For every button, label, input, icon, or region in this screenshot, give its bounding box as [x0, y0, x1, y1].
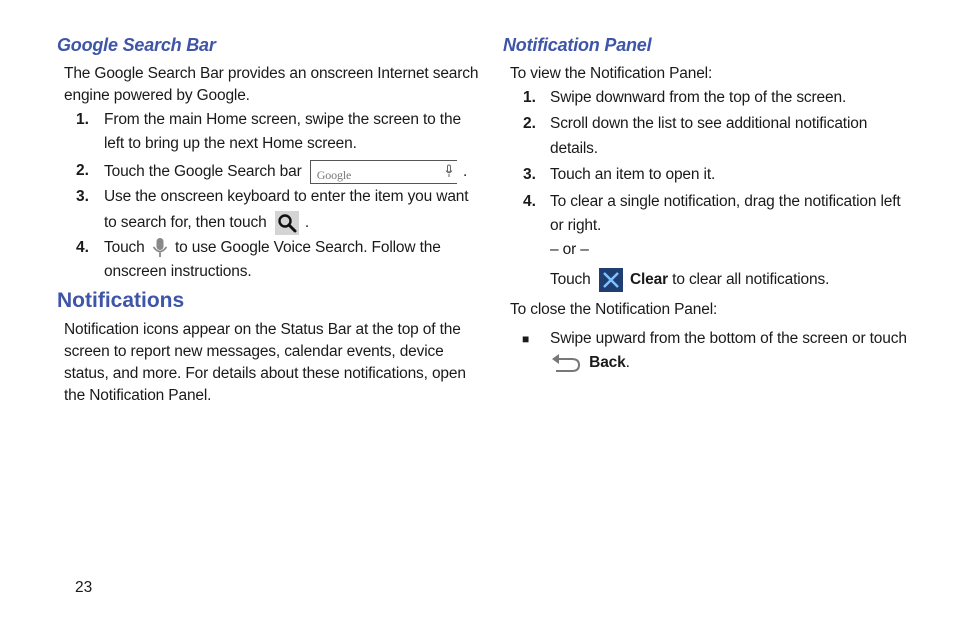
s2-line2: details. — [550, 140, 598, 157]
or-separator: – or – — [550, 241, 589, 258]
back-arrow-icon — [550, 353, 582, 373]
heading-notification-panel: Notification Panel — [503, 35, 652, 55]
search-intro-line2: engine powered by Google. — [64, 87, 250, 104]
step4-post: to use Google Voice Search. Follow the — [174, 239, 441, 257]
bullet-marker: ■ — [522, 332, 530, 346]
bullet-line2 — [550, 352, 630, 374]
step2-number: 2. — [76, 162, 89, 179]
back-end: . — [625, 354, 630, 371]
view-intro: To view the Notification Panel: — [510, 65, 713, 82]
notif-line3: status, and more. For details about these notifications, open — [64, 365, 466, 382]
google-search-bar-image — [310, 160, 457, 184]
heading-google-search-bar: Google Search Bar — [57, 35, 216, 55]
notif-line1: Notification icons appear on the Status Bar at the top of the — [64, 321, 461, 338]
google-logo: Google — [316, 168, 352, 182]
s3-text: Touch an item to open it. — [550, 166, 716, 183]
clear-rest: to clear all notifications. — [672, 271, 830, 289]
step3-number: 3. — [76, 188, 89, 205]
step3-line1: Use the onscreen keyboard to enter the item you want — [104, 188, 469, 205]
step4-line1 — [104, 237, 441, 259]
s2-line1: Scroll down the list to see additional notification — [550, 115, 868, 132]
s4-number: 4. — [523, 193, 536, 210]
step2-end: . — [462, 163, 468, 181]
search-icon — [275, 211, 299, 235]
step4-line2: onscreen instructions. — [104, 263, 252, 280]
step2-text: Touch the Google Search bar — [104, 163, 302, 181]
touch-word: Touch — [550, 271, 591, 289]
s4-line1: To clear a single notification, drag the notification left — [550, 193, 901, 210]
s1-number: 1. — [523, 89, 536, 106]
step3-end: . — [304, 214, 310, 232]
clear-line — [550, 268, 829, 292]
notif-line2: screen to report new messages, calendar events, device — [64, 343, 444, 360]
step1-number: 1. — [76, 111, 89, 128]
step1-line1: From the main Home screen, swipe the screen to the — [104, 111, 461, 128]
step2-line — [104, 160, 467, 184]
s3-number: 3. — [523, 166, 536, 183]
step3-text: to search for, then touch — [104, 214, 267, 232]
s2-number: 2. — [523, 115, 536, 132]
close-intro: To close the Notification Panel: — [510, 301, 718, 318]
heading-notifications: Notifications — [57, 289, 185, 312]
bullet-line1: Swipe upward from the bottom of the screen or touch — [550, 330, 907, 347]
notif-line4: the Notification Panel. — [64, 387, 212, 404]
step1-line2: left to bring up the next Home screen. — [104, 135, 357, 152]
clear-x-icon — [599, 268, 623, 292]
s1-text: Swipe downward from the top of the screen. — [550, 89, 847, 106]
step4-number: 4. — [76, 239, 89, 256]
back-label: Back — [589, 354, 626, 371]
page-number: 23 — [75, 579, 93, 596]
step4-pre: Touch — [104, 239, 145, 257]
microphone-icon — [151, 237, 169, 259]
step3-line2 — [104, 211, 309, 235]
search-intro-line1: The Google Search Bar provides an onscreen Internet search — [64, 65, 479, 82]
mic-icon — [445, 164, 453, 178]
clear-label: Clear — [629, 271, 668, 289]
s4-line2: or right. — [550, 217, 602, 234]
